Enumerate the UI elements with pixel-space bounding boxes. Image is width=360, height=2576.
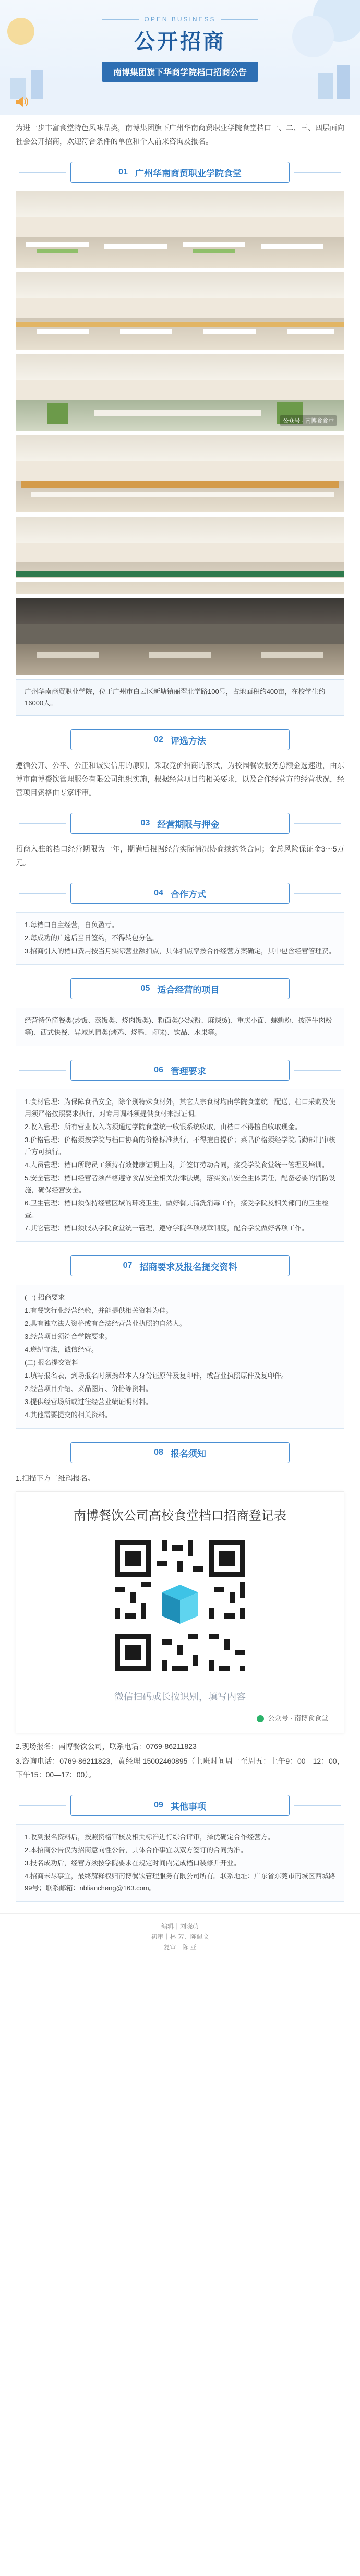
list-item: 3.提供经营场所或过往经营业绩证明材料。	[25, 1398, 152, 1406]
english-tag: OPEN BUSINESS	[0, 16, 360, 23]
requirements-box	[16, 1285, 344, 1429]
header-banner	[0, 0, 360, 115]
list-item: 3.招商引入的档口费用按当月实际营业额扣点，具体扣点率按合作经营方案确定，其中包含经营管理费。	[25, 947, 335, 955]
section-label: 招商要求及报名提交资料	[139, 1262, 237, 1272]
section-label: 评选方法	[170, 736, 206, 746]
list-item: 3.价格管理：价格须按学院与档口协商的价格标准执行，不得擅自提价；菜品价格须经学院后勤部门审核后方可执行。	[25, 1136, 335, 1156]
qr-hint: 微信扫码或长按识别，填写内容	[114, 1692, 246, 1702]
canteen-photo	[16, 191, 344, 268]
management-box	[16, 1089, 344, 1242]
footer-editor: 编辑｜刘晓萌	[161, 1923, 199, 1930]
section-label: 管理要求	[170, 1066, 206, 1076]
other-box	[16, 1824, 344, 1902]
list-item: 1.填写报名表，到场报名时须携带本人身份证原件及复印件，或营业执照原件及复印件。	[25, 1372, 288, 1380]
list-item: 1.收到报名资料后，按照资格审核及相关标准进行综合评审，择优确定合作经营方。	[25, 1833, 274, 1841]
section-label: 经营期限与押金	[157, 819, 220, 830]
section-heading-projects	[70, 978, 290, 999]
canteen-photo	[16, 598, 344, 675]
section-heading-requirements	[70, 1255, 290, 1276]
canteen-caption: 广州华南商贸职业学院，位于广州市白云区新塘镇丽翠北学路100号，占地面积约400亩，在校学生约16000人。	[16, 679, 344, 716]
qr-card[interactable]	[16, 1491, 344, 1733]
section-number: 07	[123, 1261, 133, 1270]
qr-account-label: 公众号 · 南博食食堂	[268, 1714, 328, 1722]
list-item: 1.每档口自主经营，自负盈亏。	[25, 921, 118, 929]
list-item: 3.经营项目须符合学院要求。	[25, 1333, 112, 1340]
list-item: 7.其它管理：档口须服从学院食堂统一管理，遵守学院各项规章制度，配合学院做好各项工作。	[25, 1224, 308, 1232]
section-label: 合作方式	[170, 889, 206, 900]
speaker-icon	[16, 97, 29, 107]
cooperation-box	[16, 912, 344, 965]
list-item: 5.安全管理：档口经营者须严格遵守食品安全相关法律法规，落实食品安全主体责任，配备必要的消防设施，确保经营安全。	[25, 1174, 335, 1194]
list-item: 2.本招商公告仅为招商意向性公告，具体合作事宜以双方签订的合同为准。	[25, 1846, 247, 1854]
qr-account	[27, 1712, 333, 1722]
qr-code[interactable]	[110, 1535, 250, 1676]
list-item: (一) 招商要求	[25, 1293, 65, 1301]
section-heading-term	[70, 813, 290, 834]
page-title: 公开招商	[134, 30, 226, 54]
wechat-icon	[257, 1715, 264, 1722]
page-subtitle: 南博集团旗下华商学院档口招商公告	[102, 62, 258, 82]
section-number: 04	[154, 889, 163, 897]
term-text: 招商入驻的档口经营期限为一年，期满后根据经营实际情况协商续约签合同；金总风险保证金3～5万元。	[16, 845, 344, 867]
section-heading-cooperation	[70, 883, 290, 904]
list-item: (二) 报名提交资料	[25, 1359, 79, 1367]
section-label: 报名须知	[170, 1448, 206, 1459]
section-number: 06	[154, 1065, 163, 1074]
list-item: 2.经营项目介绍、菜品图片、价格等资料。	[25, 1385, 152, 1393]
section-heading-signup	[70, 1442, 290, 1463]
section-number: 01	[118, 167, 128, 176]
section-heading-canteen	[70, 162, 290, 183]
method-text: 遵循公开、公平、公正和诚实信用的原则，采取竞价招商的形式，为校园餐饮服务总额金选速进，由东博市南博餐饮管理服务有限公司组织实施，根据经营项目的相关要求，以及合作经营方的经营状况，经营项目资格由专家评审。	[16, 761, 344, 797]
footer-final-review: 复审｜陈 亚	[163, 1944, 197, 1951]
qr-title: 南博餐饮公司高校食堂档口招商登记表	[74, 1509, 286, 1523]
section-heading-method	[70, 729, 290, 750]
list-item: 1.有餐饮行业经营经验，并能提供相关资料为佳。	[25, 1307, 173, 1314]
section-heading-management	[70, 1060, 290, 1081]
section-label: 适合经营的项目	[157, 985, 220, 995]
section-number: 09	[154, 1801, 163, 1810]
section-heading-other	[70, 1795, 290, 1816]
canteen-photo	[16, 517, 344, 594]
list-item: 3.咨询电话：0769-86211823，黄经理 15002460895（上班时间周一至周五：上午9：00—12：00，下午15：00—17：00）。	[16, 1757, 344, 1779]
footer-first-review: 初审｜林 芳、陈佩文	[151, 1933, 209, 1940]
footer-credits	[0, 1913, 360, 1965]
canteen-photo	[16, 354, 344, 431]
intro-text: 为进一步丰富食堂特色风味品类，南博集团旗下广州华南商贸职业学院食堂档口一、二、三、四层面向社会公开招商，欢迎符合条件的单位和个人前来咨询及报名。	[16, 124, 344, 146]
section-label: 广州华南商贸职业学院食堂	[135, 168, 242, 178]
list-item: 6.卫生管理：档口须保持经营区域的环境卫生，做好餐具清洗消毒工作，接受学院及相关部门的卫生检查。	[25, 1199, 329, 1219]
projects-text: 经营特色简餐类(炒饭、蒸饭类、烧肉饭类)、粉面类(米线粉、麻辣烫)、重庆小面、螺蛳粉、披萨牛肉粉等)、西式快餐、异域风情类(烤鸡、烧鸭、卤味)、饮品、水果等。	[25, 1016, 332, 1036]
section-number: 03	[140, 819, 150, 828]
section-number: 05	[140, 984, 150, 993]
section-number: 02	[154, 735, 163, 744]
projects-box	[16, 1008, 344, 1046]
list-item: 4.招商未尽事宜，最终解释权归南博餐饮管理服务有限公司所有。联系地址：广东省东莞市南城区西城路99号；联系邮箱：nbliancheng@163.com。	[25, 1872, 335, 1892]
list-item: 4.人员管理：档口所聘员工须持有效健康证明上岗，并签订劳动合同，接受学院食堂统一管理及培训。	[25, 1161, 329, 1169]
list-item: 2.现场报名：南博餐饮公司，联系电话：0769-86211823	[16, 1742, 197, 1751]
list-item: 2.具有独立法人资格或有合法经营营业执照的自然人。	[25, 1320, 186, 1327]
canteen-photo	[16, 435, 344, 512]
section-number: 08	[154, 1448, 163, 1457]
photo-watermark: 公众号 · 南博食食堂	[280, 415, 337, 426]
canteen-photo	[16, 272, 344, 350]
signup-intro: 1.扫描下方二维码报名。	[16, 1474, 95, 1482]
list-item: 2.收入管理：所有营业收入均须通过学院食堂统一收银系统收取，由档口不得擅自收取现金。	[25, 1123, 302, 1131]
list-item: 2.每成功的户选后当日签约，不得转包分包。	[25, 934, 159, 942]
section-label: 其他事项	[170, 1801, 206, 1812]
list-item: 3.报名成功后，经营方须按学院要求在规定时间内完成档口装修并开业。	[25, 1859, 241, 1867]
list-item: 4.遵纪守法，诚信经营。	[25, 1346, 98, 1353]
qr-code-icon	[110, 1535, 250, 1676]
list-item: 4.其他需要提交的相关资料。	[25, 1411, 112, 1419]
list-item: 1.食材管理：为保障食品安全，除个别特殊食材外，其它大宗食材均由学院食堂统一配送，档口采购及使用须严格按照要求执行，对专用调料须提供食材来源证明。	[25, 1098, 335, 1118]
